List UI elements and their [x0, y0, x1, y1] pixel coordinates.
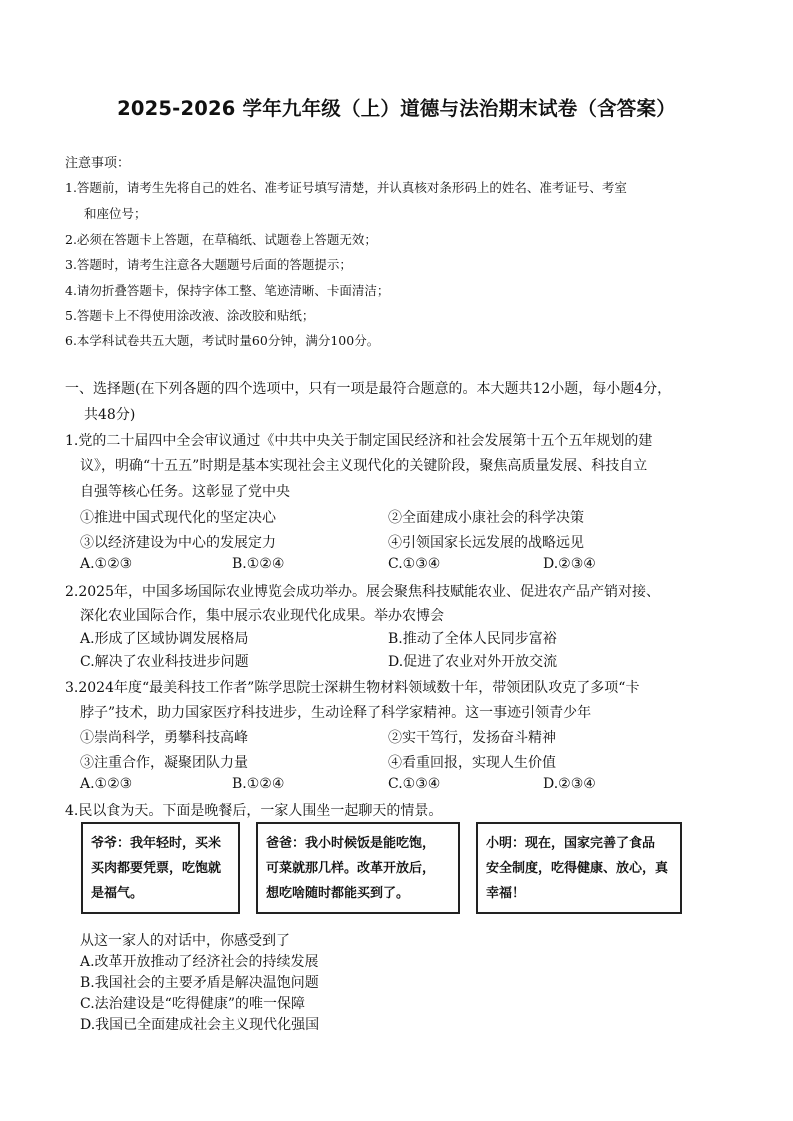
- section-heading-cont: 共48分): [84, 407, 136, 423]
- question-1-choice-d: D.②③④: [543, 556, 596, 572]
- question-2-text: 深化农业国际合作，集中展示农业现代化成果。举办农博会: [80, 608, 444, 624]
- question-1-text: 议》，明确“十五五”时期是基本实现社会主义现代化的关键阶段，聚焦高质量发展、科技自立: [80, 458, 648, 474]
- question-4-choice-b: B.我国社会的主要矛盾是解决温饱问题: [80, 975, 319, 991]
- question-4-text: 4.民以食为天。下面是晚餐后，一家人围坐一起聊天的情景。: [65, 803, 443, 819]
- dialogue-line: 买肉都要凭票，吃饱就: [91, 861, 222, 876]
- question-2-choice-d: D.促进了农业对外开放交流: [388, 654, 558, 670]
- question-3-choice-b: B.①②④: [232, 776, 285, 792]
- question-3-text: 脖子”技术，助力国家医疗科技进步，生动诠释了科学家精神。这一事迹引领青少年: [80, 705, 592, 721]
- question-3-text: 3.2024年度“最美科技工作者”陈学思院士深耕生物材料领域数十年，带领团队攻克了多项“卡: [65, 680, 640, 696]
- question-2-choice-a: A.形成了区域协调发展格局: [80, 631, 249, 647]
- question-1-item: ①推进中国式现代化的坚定决心: [80, 510, 276, 526]
- question-3-choice-d: D.②③④: [543, 776, 596, 792]
- question-1-text: 1.党的二十届四中全会审议通过《中共中央关于制定国民经济和社会发展第十五个五年规划的建: [65, 433, 653, 449]
- note-item: 5.答题卡上不得使用涂改液、涂改胶和贴纸；: [65, 308, 315, 323]
- question-1-item: ④引领国家长远发展的战略远见: [388, 535, 584, 551]
- question-2-choice-b: B.推动了全体人民同步富裕: [388, 631, 557, 647]
- dialogue-box-father: [256, 822, 460, 914]
- dialogue-line: 幸福！: [486, 886, 526, 901]
- question-4-choice-a: A.改革开放推动了经济社会的持续发展: [80, 954, 319, 970]
- dialogue-line: 爸爸：我小时候饭是能吃饱，: [266, 836, 436, 851]
- question-4-choice-d: D.我国已全面建成社会主义现代化强国: [80, 1017, 320, 1033]
- question-1-text: 自强等核心任务。这彰显了党中央: [80, 484, 290, 500]
- dialogue-line: 是福气。: [91, 886, 144, 901]
- question-3-item: ③注重合作，凝聚团队力量: [80, 755, 248, 771]
- question-2-text: 2.2025年，中国多场国际农业博览会成功举办。展会聚焦科技赋能农业、促进农产品产销对接、: [65, 584, 660, 600]
- question-1-choice-b: B.①②④: [232, 556, 285, 572]
- note-item: 3.答题时，请考生注意各大题题号后面的答题提示；: [65, 257, 352, 272]
- note-item: 4.请勿折叠答题卡，保持字体工整、笔迹清晰、卡面清洁；: [65, 283, 390, 298]
- dialogue-line: 爷爷：我年轻时，买米: [91, 836, 222, 851]
- note-item: 1.答题前，请考生先将自己的姓名、准考证号填写清楚，并认真核对条形码上的姓名、准考证号、考室: [65, 180, 627, 195]
- question-3-choice-c: C.①③④: [388, 776, 441, 792]
- question-1-item: ②全面建成小康社会的科学决策: [388, 510, 584, 526]
- question-3-choice-a: A.①②③: [80, 776, 133, 792]
- question-4-choice-c: C.法治建设是“吃得健康”的唯一保障: [80, 996, 305, 1012]
- question-3-item: ④看重回报，实现人生价值: [388, 755, 556, 771]
- question-2-choice-c: C.解决了农业科技进步问题: [80, 654, 249, 670]
- dialogue-line: 可菜就那几样。改革开放后，: [266, 861, 436, 876]
- question-1-choice-c: C.①③④: [388, 556, 441, 572]
- note-item: 和座位号；: [84, 206, 147, 221]
- section-heading: 一、选择题(在下列各题的四个选项中，只有一项是最符合题意的。本大题共12小题，每小题4分，: [65, 381, 672, 397]
- question-1-choice-a: A.①②③: [80, 556, 133, 572]
- note-item: 6.本学科试卷共五大题，考试时量60分钟，满分100分。: [65, 333, 380, 348]
- question-3-item: ②实干笃行，发扬奋斗精神: [388, 730, 556, 746]
- dialogue-line: 想吃啥随时都能买到了。: [266, 886, 410, 901]
- question-3-item: ①崇尚科学，勇攀科技高峰: [80, 730, 248, 746]
- dialogue-box-grandpa: [81, 822, 240, 914]
- note-item: 2.必须在答题卡上答题，在草稿纸、试题卷上答题无效；: [65, 232, 377, 247]
- notes-heading: 注意事项：: [65, 156, 131, 171]
- dialogue-line: 安全制度，吃得健康、放心，真: [486, 861, 669, 876]
- question-1-item: ③以经济建设为中心的发展定力: [80, 535, 276, 551]
- dialogue-box-xiaoming: [476, 822, 682, 914]
- page-title: 2025-2026 学年九年级（上）道德与法治期末试卷（含答案）: [117, 97, 676, 120]
- question-4-prompt: 从这一家人的对话中，你感受到了: [80, 933, 290, 949]
- dialogue-line: 小明：现在，国家完善了食品: [486, 836, 656, 851]
